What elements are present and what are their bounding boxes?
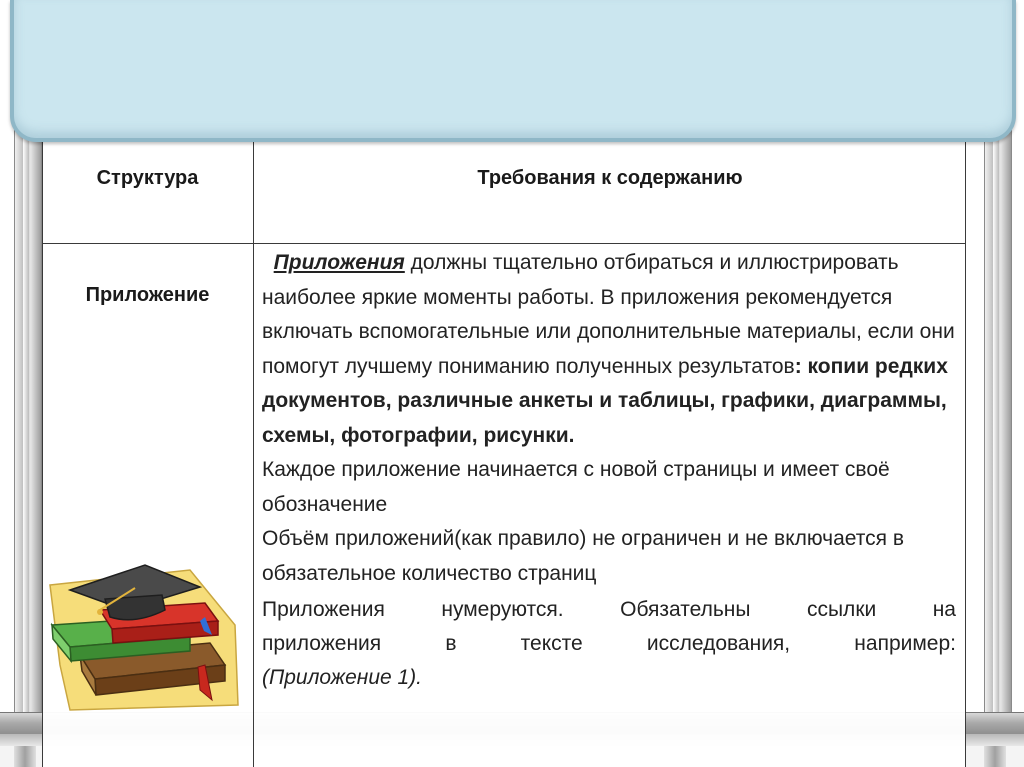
paragraph-numbering-line1: Приложения нумеруются. Обязательны ссылки на [262,598,956,621]
header-structure: Структура [96,167,199,189]
row-label-appendix: Приложение [85,284,210,306]
paragraph-numbering-line3: (Приложение 1). [262,666,423,689]
paragraph-new-page: Каждое приложение начинается с новой страницы и имеет своё обозначение [262,458,890,516]
appendices-emphasis: Приложения [273,251,405,274]
paragraph1-colon: : [794,354,802,378]
base-left-column [14,746,36,767]
paragraph-volume: Объём приложений(как правило) не ограничен и не включается в обязательное количество страниц [262,527,905,585]
requirements-content [262,246,956,696]
right-column-decoration [984,130,1012,715]
paragraph1-text: должны тщательно отбираться и иллюстрировать наиболее яркие моменты работы. В приложения рекомендуется включать вспомогательные или дополнительные материалы, если они помогут лучшему пониманию полученных результатов [262,251,955,378]
paragraph-appendices-intro [262,246,956,453]
paragraph1-bold-list: копии редких документов, различные анкеты и таблицы, графики, диаграммы, схемы, фотографии, рисунки. [262,354,948,447]
header-requirements: Требования к содержанию [477,167,743,189]
table-column-divider [253,124,254,767]
paragraph-numbering-line2: приложения в тексте исследования, например: [262,632,956,655]
books-with-graduation-cap-icon [40,555,252,715]
left-column-decoration [14,130,42,715]
table-row-divider [42,243,966,244]
base-right-column [984,746,1006,767]
title-banner [10,0,1016,142]
